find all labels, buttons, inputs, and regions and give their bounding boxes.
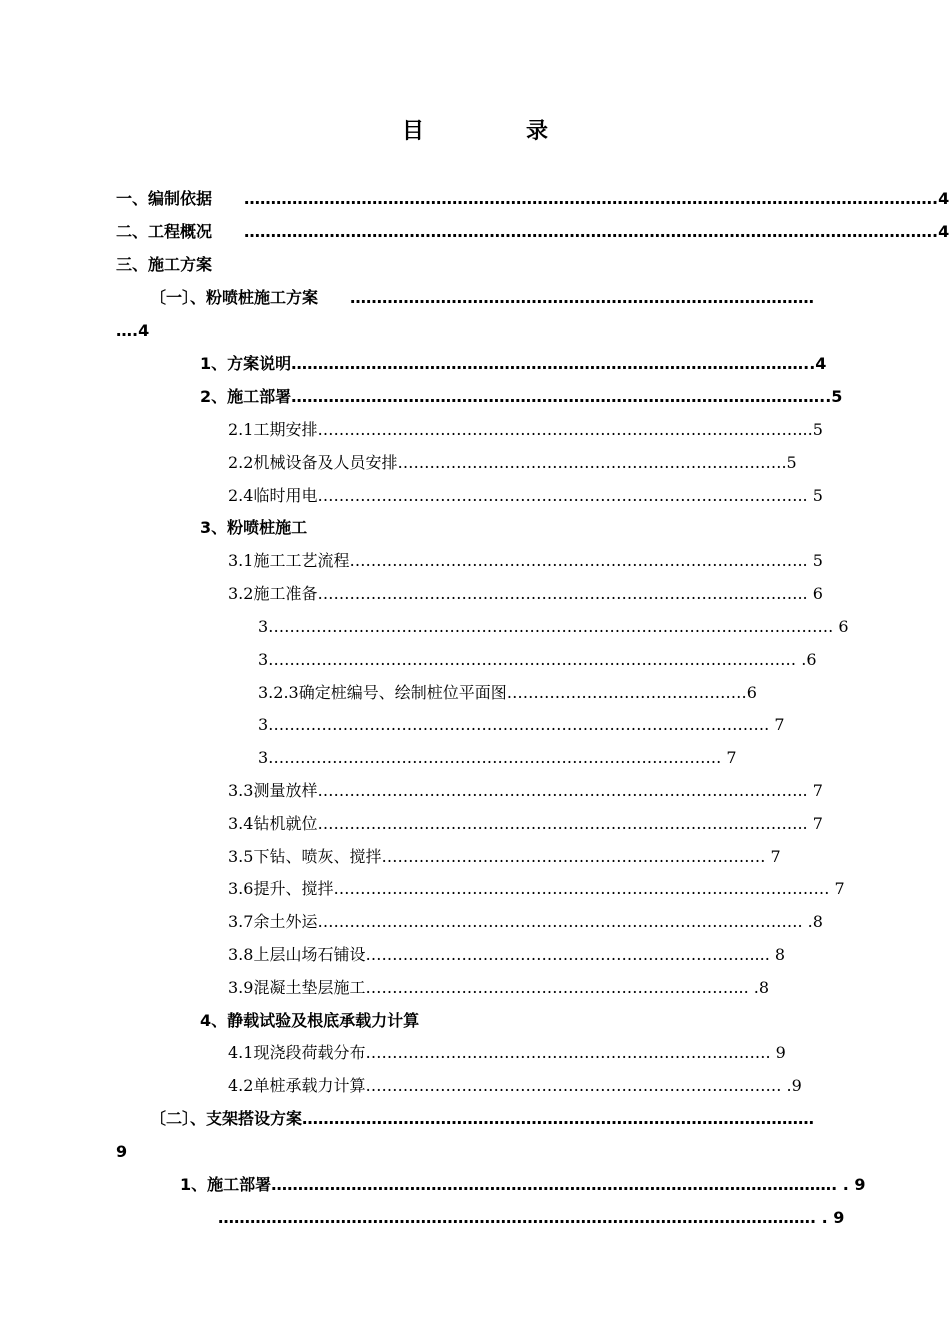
toc-entry-2-2[interactable]: 2.2机械设备及人员安排……………………………………………………………….5 bbox=[228, 453, 797, 472]
toc-entry-3-2-5[interactable]: 3…………………………………………………………………………. 7 bbox=[258, 748, 737, 767]
toc-entry-3-9[interactable]: 3.9混凝土垫层施工……………………………………………………………... .8 bbox=[228, 978, 770, 997]
toc-entry-3-2-page: 9 bbox=[116, 1142, 128, 1161]
toc-entry-3-1-page: ….4 bbox=[116, 321, 150, 340]
toc-entry-3-2-1-sub[interactable]: …………………………………………………………………………………………………. . 9 bbox=[218, 1208, 845, 1227]
toc-entry-3-1-4[interactable]: 4、静载试验及根底承载力计算 bbox=[200, 1011, 420, 1030]
toc-entry-2[interactable]: 二、工程概况 ………………………………………………………………………………………………………………….4 bbox=[116, 222, 950, 241]
toc-entry-3-2-3[interactable]: 3.2.3确定桩编号、绘制桩位平面图………………………………………6 bbox=[258, 683, 757, 702]
toc-entry-3-1-1[interactable]: 1、方案说明……………………………………………………………………………………..4 bbox=[200, 354, 827, 373]
toc-entry-3-2-1[interactable]: 3……………………………………………………………………………………………. 6 bbox=[258, 617, 849, 636]
toc-entry-3-2-2[interactable]: 3……………………………………………………………………………………… .6 bbox=[258, 650, 817, 669]
toc-entry-1[interactable]: 一、编制依据 ………………………………………………………………………………………………………………….4 bbox=[116, 189, 950, 208]
toc-entry-3-5[interactable]: 3.5下钻、喷灰、搅拌……………………………………………………………… 7 bbox=[228, 847, 781, 866]
toc-entry-3-2[interactable]: 〔二〕、支架搭设方案…………………………………………………………………………………… bbox=[150, 1109, 815, 1128]
toc-entry-3[interactable]: 三、施工方案 bbox=[116, 255, 213, 274]
toc-entry-4-1[interactable]: 4.1现浇段荷载分布…………………………………………………………………. 9 bbox=[228, 1043, 786, 1062]
toc-entry-2-4[interactable]: 2.4临时用电……………………………………………………………………………….. 5 bbox=[228, 486, 823, 505]
toc-entry-3-1-2[interactable]: 2、施工部署………………………………………………………………………………………..5 bbox=[200, 387, 843, 406]
toc-entry-3-2-4[interactable]: 3…………………………………………………………………………………. 7 bbox=[258, 715, 785, 734]
toc-entry-3-2[interactable]: 3.2施工准备……………………………………………………………………………….. 6 bbox=[228, 584, 823, 603]
toc-entry-3-3[interactable]: 3.3测量放样……………………………………………………………………………….. 7 bbox=[228, 781, 823, 800]
toc-entry-3-4[interactable]: 3.4钻机就位……………………………………………………………………………….. 7 bbox=[228, 814, 823, 833]
toc-entry-3-7[interactable]: 3.7余土外运………………………………………………………………………………. .8 bbox=[228, 912, 823, 931]
page-title: 目 录 bbox=[401, 119, 588, 144]
toc-entry-3-1[interactable]: 〔一〕、粉喷桩施工方案 …………………………………………………………………………… bbox=[150, 288, 815, 307]
toc-entry-3-1-3[interactable]: 3、粉喷桩施工 bbox=[200, 518, 308, 537]
toc-entry-3-8[interactable]: 3.8上层山场石铺设……………………………………………………………….... 8 bbox=[228, 945, 786, 964]
toc-entry-3-6[interactable]: 3.6提升、搅拌………………………………………………………………………………… 7 bbox=[228, 879, 845, 898]
toc-entry-4-2[interactable]: 4.2单桩承载力计算…………………………………………………………………… .9 bbox=[228, 1076, 802, 1095]
toc-entry-3-2-1-deploy[interactable]: 1、施工部署……………………………………………………………………………………………. . 9 bbox=[180, 1175, 866, 1194]
toc-entry-2-1[interactable]: 2.1工期安排………………………………………………………………………………...5 bbox=[228, 420, 823, 439]
toc-entry-3-1[interactable]: 3.1施工工艺流程………………………………………………………………………….. 5 bbox=[228, 551, 823, 570]
